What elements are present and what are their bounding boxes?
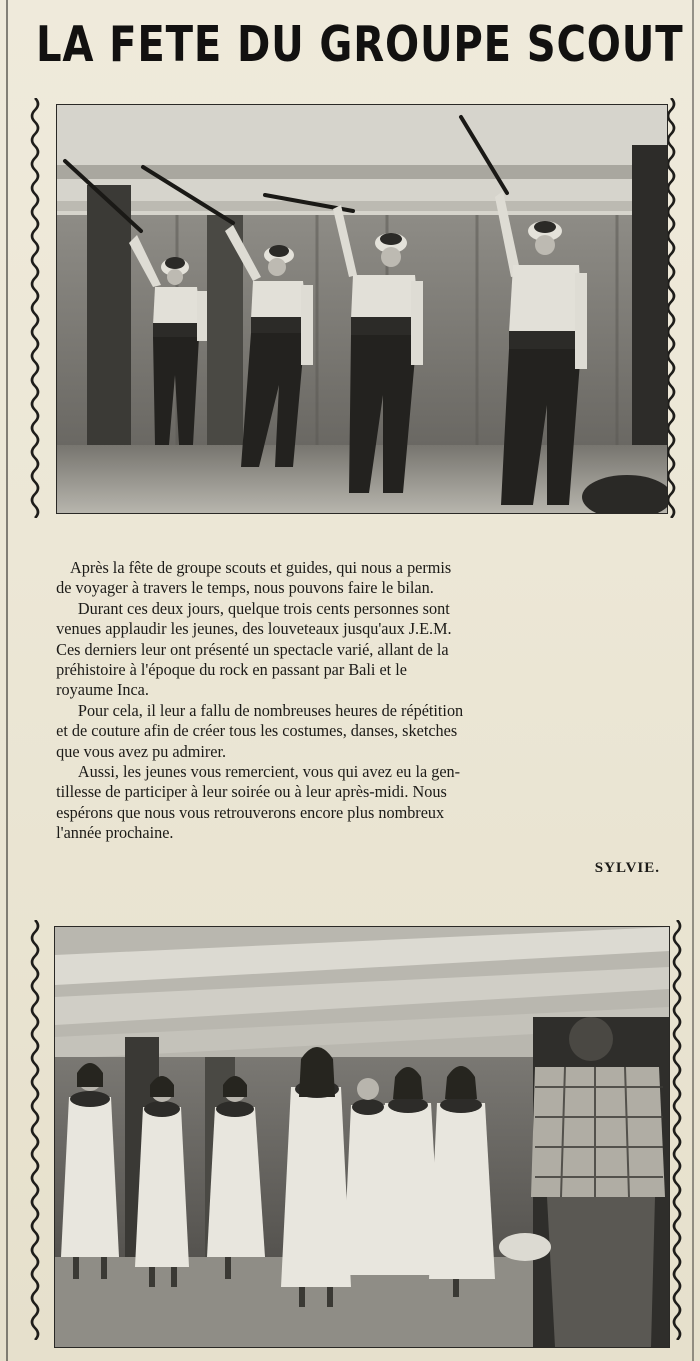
right-border-rule [692,0,694,1361]
article-line: royaume Inca. [56,680,149,700]
article-line: espérons que nous vous retrouverons encore plus nombreux [56,802,445,822]
article-line: que vous avez pu admirer. [56,741,227,761]
wavy-border-right-bottom [670,920,684,1340]
headline: LA FETE DU GROUPE SCOUT [36,16,684,73]
article-line: et de couture afin de créer tous les costumes, danses, sketches [56,721,458,741]
article-line: Durant ces deux jours, quelque trois cents personnes sont [77,598,450,618]
photo-egyptian-costume-dancers [54,926,670,1348]
article-line: préhistoire à l'époque du rock en passant par Bali et le [56,660,407,680]
article-line: Pour cela, il leur a fallu de nombreuses heures de répétition [77,700,464,720]
article-line: tillesse de participer à leur soirée ou à leur après-midi. Nous [56,782,447,802]
wavy-border-left-bottom [28,920,42,1340]
article-line: Aussi, les jeunes vous remercient, vous qui avez eu la gen- [77,762,461,782]
wavy-border-left-top [28,98,42,518]
article-line: venues applaudir les jeunes, des louveteaux jusqu'aux J.E.M. [56,619,452,639]
left-border-rule [6,0,8,1361]
article-signature: SYLVIE. [594,860,660,876]
article-line: l'année prochaine. [56,823,174,843]
photo-dancers-with-canes [56,104,668,514]
article-line: de voyager à travers le temps, nous pouvons faire le bilan. [56,578,434,598]
article-line: Après la fête de groupe scouts et guides, qui nous a permis [70,558,452,577]
article-line: Ces derniers leur ont présenté un spectacle varié, allant de la [56,639,449,659]
article-body [56,558,680,844]
